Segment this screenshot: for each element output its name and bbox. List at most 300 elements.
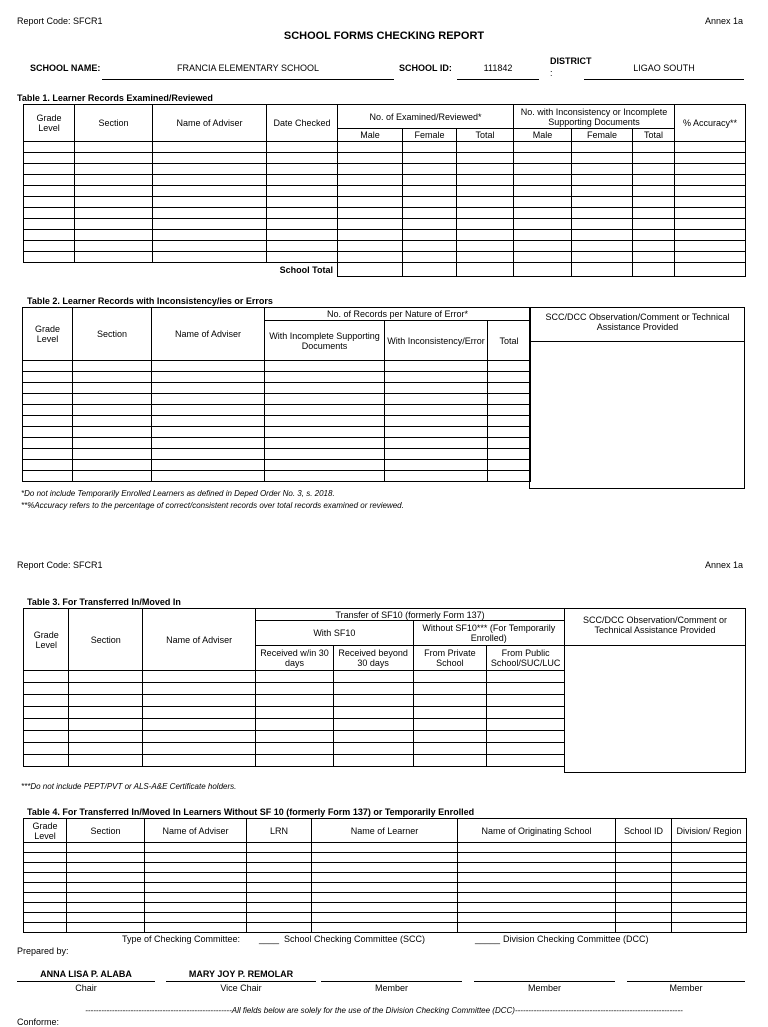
table-cell[interactable] [67, 883, 145, 893]
table-cell[interactable] [247, 863, 312, 873]
table-cell[interactable] [24, 853, 67, 863]
table-cell[interactable] [67, 853, 145, 863]
table-cell[interactable] [487, 719, 565, 731]
table-cell[interactable] [24, 153, 75, 164]
table-cell[interactable] [256, 695, 334, 707]
table-cell[interactable] [152, 427, 265, 438]
table-cell[interactable] [514, 142, 572, 153]
table-cell[interactable] [672, 843, 747, 853]
table-cell[interactable] [488, 471, 531, 482]
table-cell[interactable] [338, 241, 403, 252]
table-cell[interactable] [413, 719, 487, 731]
table-cell[interactable] [153, 186, 267, 197]
dcc-blank[interactable]: _____ [475, 934, 501, 944]
table-cell[interactable] [458, 863, 616, 873]
table-cell[interactable] [69, 719, 143, 731]
table-cell[interactable] [572, 153, 633, 164]
table-cell[interactable] [247, 873, 312, 883]
table-cell[interactable] [413, 707, 487, 719]
table-cell[interactable] [24, 843, 67, 853]
table-cell[interactable] [338, 230, 403, 241]
table-cell[interactable] [457, 153, 514, 164]
table-cell[interactable] [413, 755, 487, 767]
table-cell[interactable] [403, 186, 457, 197]
table-cell[interactable] [385, 460, 488, 471]
table-cell[interactable] [633, 241, 675, 252]
table-cell[interactable] [247, 853, 312, 863]
table-cell[interactable] [338, 263, 403, 277]
table-cell[interactable] [73, 394, 152, 405]
table-cell[interactable] [267, 175, 338, 186]
table-cell[interactable] [338, 219, 403, 230]
table-cell[interactable] [145, 853, 247, 863]
table-cell[interactable] [152, 416, 265, 427]
table-cell[interactable] [256, 755, 334, 767]
table-cell[interactable] [333, 719, 413, 731]
table-cell[interactable] [572, 164, 633, 175]
table-cell[interactable] [457, 252, 514, 263]
table-cell[interactable] [514, 164, 572, 175]
table-cell[interactable] [143, 719, 256, 731]
table-cell[interactable] [69, 683, 143, 695]
table-cell[interactable] [67, 913, 145, 923]
table-cell[interactable] [672, 893, 747, 903]
table-cell[interactable] [24, 197, 75, 208]
table-cell[interactable] [514, 219, 572, 230]
table-cell[interactable] [143, 695, 256, 707]
table-cell[interactable] [403, 252, 457, 263]
table-cell[interactable] [616, 863, 672, 873]
table-cell[interactable] [488, 394, 531, 405]
table-cell[interactable] [672, 883, 747, 893]
table-cell[interactable] [247, 903, 312, 913]
table-cell[interactable] [24, 863, 67, 873]
table-cell[interactable] [152, 438, 265, 449]
table-cell[interactable] [24, 903, 67, 913]
table-cell[interactable] [675, 230, 746, 241]
table-cell[interactable] [675, 197, 746, 208]
table-cell[interactable] [488, 405, 531, 416]
table-cell[interactable] [145, 883, 247, 893]
table-cell[interactable] [312, 903, 458, 913]
table-cell[interactable] [312, 843, 458, 853]
table-cell[interactable] [256, 707, 334, 719]
table-cell[interactable] [143, 731, 256, 743]
table-cell[interactable] [487, 695, 565, 707]
table-cell[interactable] [69, 731, 143, 743]
table-cell[interactable] [73, 460, 152, 471]
table-cell[interactable] [267, 230, 338, 241]
table-cell[interactable] [385, 383, 488, 394]
table-cell[interactable] [675, 252, 746, 263]
table-cell[interactable] [333, 755, 413, 767]
table-cell[interactable] [73, 449, 152, 460]
table-cell[interactable] [633, 208, 675, 219]
table-cell[interactable] [24, 755, 69, 767]
table-cell[interactable] [672, 873, 747, 883]
table-cell[interactable] [572, 186, 633, 197]
table-cell[interactable] [633, 263, 675, 277]
table-cell[interactable] [572, 241, 633, 252]
table-cell[interactable] [247, 843, 312, 853]
table-cell[interactable] [265, 372, 385, 383]
table-cell[interactable] [572, 230, 633, 241]
table-cell[interactable] [312, 853, 458, 863]
table-cell[interactable] [616, 893, 672, 903]
table-cell[interactable] [24, 883, 67, 893]
table-cell[interactable] [514, 175, 572, 186]
table-cell[interactable] [385, 405, 488, 416]
table-cell[interactable] [633, 153, 675, 164]
table-cell[interactable] [413, 743, 487, 755]
table-cell[interactable] [488, 372, 531, 383]
table-cell[interactable] [333, 707, 413, 719]
table-cell[interactable] [413, 695, 487, 707]
table-cell[interactable] [672, 903, 747, 913]
table-cell[interactable] [338, 153, 403, 164]
table-cell[interactable] [153, 230, 267, 241]
table-cell[interactable] [458, 873, 616, 883]
table-cell[interactable] [338, 186, 403, 197]
table-cell[interactable] [333, 683, 413, 695]
table-cell[interactable] [312, 863, 458, 873]
table-cell[interactable] [633, 186, 675, 197]
table-cell[interactable] [23, 416, 73, 427]
table-cell[interactable] [265, 471, 385, 482]
table-cell[interactable] [267, 197, 338, 208]
table-cell[interactable] [152, 372, 265, 383]
table-cell[interactable] [265, 394, 385, 405]
table-cell[interactable] [633, 252, 675, 263]
table-cell[interactable] [73, 471, 152, 482]
table-cell[interactable] [458, 883, 616, 893]
table-cell[interactable] [23, 427, 73, 438]
table-cell[interactable] [616, 853, 672, 863]
table-cell[interactable] [247, 913, 312, 923]
table-cell[interactable] [457, 230, 514, 241]
table-cell[interactable] [514, 197, 572, 208]
table-cell[interactable] [143, 743, 256, 755]
table-cell[interactable] [385, 372, 488, 383]
table-cell[interactable] [153, 164, 267, 175]
table-cell[interactable] [458, 903, 616, 913]
table-cell[interactable] [514, 263, 572, 277]
table-cell[interactable] [24, 873, 67, 883]
table-cell[interactable] [67, 843, 145, 853]
table-cell[interactable] [403, 230, 457, 241]
table-cell[interactable] [152, 361, 265, 372]
table-cell[interactable] [23, 372, 73, 383]
table-cell[interactable] [24, 683, 69, 695]
table-cell[interactable] [267, 208, 338, 219]
table-cell[interactable] [514, 208, 572, 219]
table-cell[interactable] [458, 843, 616, 853]
table-cell[interactable] [256, 743, 334, 755]
table-cell[interactable] [69, 743, 143, 755]
table-cell[interactable] [152, 449, 265, 460]
table-cell[interactable] [24, 695, 69, 707]
table-cell[interactable] [256, 719, 334, 731]
table-cell[interactable] [67, 903, 145, 913]
table-cell[interactable] [572, 197, 633, 208]
table-cell[interactable] [633, 142, 675, 153]
table-cell[interactable] [385, 471, 488, 482]
table-cell[interactable] [73, 361, 152, 372]
table-cell[interactable] [616, 883, 672, 893]
table-cell[interactable] [458, 893, 616, 903]
table-cell[interactable] [338, 197, 403, 208]
table-cell[interactable] [73, 416, 152, 427]
table-cell[interactable] [24, 719, 69, 731]
table-cell[interactable] [152, 471, 265, 482]
table-cell[interactable] [256, 683, 334, 695]
table-cell[interactable] [616, 913, 672, 923]
table-cell[interactable] [572, 142, 633, 153]
table-cell[interactable] [24, 241, 75, 252]
table-cell[interactable] [23, 394, 73, 405]
table-cell[interactable] [145, 863, 247, 873]
table-cell[interactable] [265, 416, 385, 427]
table-cell[interactable] [145, 843, 247, 853]
table-cell[interactable] [265, 427, 385, 438]
table-cell[interactable] [675, 175, 746, 186]
table-cell[interactable] [75, 219, 153, 230]
table-cell[interactable] [67, 863, 145, 873]
table-cell[interactable] [385, 438, 488, 449]
table-cell[interactable] [458, 923, 616, 933]
table-cell[interactable] [247, 923, 312, 933]
table-cell[interactable] [403, 142, 457, 153]
table-cell[interactable] [143, 671, 256, 683]
table-cell[interactable] [338, 142, 403, 153]
table-cell[interactable] [514, 241, 572, 252]
table-cell[interactable] [457, 263, 514, 277]
table-cell[interactable] [385, 449, 488, 460]
table-cell[interactable] [67, 923, 145, 933]
table-cell[interactable] [633, 230, 675, 241]
table-cell[interactable] [457, 219, 514, 230]
table-cell[interactable] [24, 671, 69, 683]
table-cell[interactable] [267, 186, 338, 197]
table-cell[interactable] [675, 186, 746, 197]
table-cell[interactable] [488, 416, 531, 427]
table-cell[interactable] [24, 707, 69, 719]
table-cell[interactable] [488, 449, 531, 460]
table-cell[interactable] [457, 208, 514, 219]
table-cell[interactable] [247, 883, 312, 893]
table-cell[interactable] [616, 923, 672, 933]
table-cell[interactable] [488, 361, 531, 372]
member2-signature-line[interactable] [474, 981, 615, 982]
table-cell[interactable] [333, 743, 413, 755]
table-cell[interactable] [67, 873, 145, 883]
table-cell[interactable] [24, 230, 75, 241]
table-cell[interactable] [616, 843, 672, 853]
member1-signature-line[interactable] [321, 981, 462, 982]
table-cell[interactable] [69, 755, 143, 767]
table-cell[interactable] [487, 743, 565, 755]
table-cell[interactable] [267, 142, 338, 153]
table-cell[interactable] [24, 913, 67, 923]
table-cell[interactable] [312, 883, 458, 893]
table-cell[interactable] [672, 923, 747, 933]
table-cell[interactable] [675, 263, 746, 277]
table-cell[interactable] [572, 252, 633, 263]
table-cell[interactable] [457, 186, 514, 197]
table-cell[interactable] [403, 208, 457, 219]
table-cell[interactable] [633, 164, 675, 175]
table-cell[interactable] [675, 219, 746, 230]
table-cell[interactable] [338, 208, 403, 219]
table-cell[interactable] [145, 913, 247, 923]
table-cell[interactable] [413, 683, 487, 695]
table-cell[interactable] [312, 893, 458, 903]
table-cell[interactable] [385, 427, 488, 438]
table-cell[interactable] [143, 683, 256, 695]
table-cell[interactable] [488, 383, 531, 394]
table-cell[interactable] [24, 893, 67, 903]
table-cell[interactable] [75, 142, 153, 153]
table-cell[interactable] [152, 405, 265, 416]
table-cell[interactable] [153, 197, 267, 208]
table-cell[interactable] [338, 175, 403, 186]
table-cell[interactable] [616, 873, 672, 883]
table-cell[interactable] [385, 361, 488, 372]
table-cell[interactable] [457, 142, 514, 153]
table-cell[interactable] [514, 153, 572, 164]
table-cell[interactable] [24, 743, 69, 755]
table-cell[interactable] [73, 438, 152, 449]
table-cell[interactable] [153, 142, 267, 153]
table-cell[interactable] [265, 460, 385, 471]
table-cell[interactable] [514, 252, 572, 263]
table-cell[interactable] [145, 893, 247, 903]
table-cell[interactable] [312, 923, 458, 933]
table-cell[interactable] [75, 241, 153, 252]
table-cell[interactable] [24, 731, 69, 743]
table-cell[interactable] [152, 460, 265, 471]
table-cell[interactable] [514, 230, 572, 241]
table-cell[interactable] [675, 164, 746, 175]
table-cell[interactable] [75, 252, 153, 263]
table-cell[interactable] [24, 142, 75, 153]
table-cell[interactable] [265, 361, 385, 372]
table-cell[interactable] [487, 707, 565, 719]
member3-signature-line[interactable] [627, 981, 745, 982]
table-cell[interactable] [675, 208, 746, 219]
table-cell[interactable] [312, 913, 458, 923]
table-cell[interactable] [572, 219, 633, 230]
table-cell[interactable] [23, 460, 73, 471]
table-cell[interactable] [23, 405, 73, 416]
table-cell[interactable] [333, 731, 413, 743]
table-cell[interactable] [403, 175, 457, 186]
table-cell[interactable] [75, 164, 153, 175]
table-cell[interactable] [143, 755, 256, 767]
table-cell[interactable] [143, 707, 256, 719]
table-cell[interactable] [69, 707, 143, 719]
table-cell[interactable] [487, 671, 565, 683]
table-cell[interactable] [403, 197, 457, 208]
table-cell[interactable] [153, 175, 267, 186]
table-cell[interactable] [457, 164, 514, 175]
table-cell[interactable] [265, 449, 385, 460]
table-cell[interactable] [675, 142, 746, 153]
t2-observation-box[interactable] [529, 307, 745, 489]
table-cell[interactable] [153, 153, 267, 164]
table-cell[interactable] [633, 197, 675, 208]
table-cell[interactable] [75, 197, 153, 208]
table-cell[interactable] [23, 383, 73, 394]
table-cell[interactable] [672, 913, 747, 923]
table-cell[interactable] [333, 671, 413, 683]
table-cell[interactable] [265, 383, 385, 394]
table-cell[interactable] [265, 438, 385, 449]
table-cell[interactable] [457, 175, 514, 186]
table-cell[interactable] [413, 731, 487, 743]
table-cell[interactable] [24, 219, 75, 230]
table-cell[interactable] [75, 208, 153, 219]
table-cell[interactable] [24, 252, 75, 263]
table-cell[interactable] [152, 394, 265, 405]
table-cell[interactable] [256, 671, 334, 683]
table-cell[interactable] [23, 449, 73, 460]
table-cell[interactable] [69, 671, 143, 683]
table-cell[interactable] [153, 252, 267, 263]
table-cell[interactable] [672, 853, 747, 863]
table-cell[interactable] [24, 164, 75, 175]
table-cell[interactable] [672, 863, 747, 873]
table-cell[interactable] [403, 153, 457, 164]
table-cell[interactable] [403, 263, 457, 277]
table-cell[interactable] [67, 893, 145, 903]
table-cell[interactable] [458, 853, 616, 863]
table-cell[interactable] [267, 252, 338, 263]
scc-blank[interactable]: ____ [259, 934, 280, 944]
table-cell[interactable] [403, 219, 457, 230]
table-cell[interactable] [73, 427, 152, 438]
table-cell[interactable] [514, 186, 572, 197]
table-cell[interactable] [488, 438, 531, 449]
table-cell[interactable] [572, 263, 633, 277]
table-cell[interactable] [153, 219, 267, 230]
table-cell[interactable] [75, 153, 153, 164]
table-cell[interactable] [24, 186, 75, 197]
table-cell[interactable] [403, 164, 457, 175]
table-cell[interactable] [247, 893, 312, 903]
table-cell[interactable] [675, 153, 746, 164]
table-cell[interactable] [487, 683, 565, 695]
table-cell[interactable] [265, 405, 385, 416]
table-cell[interactable] [572, 208, 633, 219]
table-cell[interactable] [338, 252, 403, 263]
table-cell[interactable] [153, 241, 267, 252]
table-cell[interactable] [487, 731, 565, 743]
table-cell[interactable] [633, 219, 675, 230]
table-cell[interactable] [75, 230, 153, 241]
table-cell[interactable] [256, 731, 334, 743]
table-cell[interactable] [73, 405, 152, 416]
table-cell[interactable] [457, 241, 514, 252]
table-cell[interactable] [73, 383, 152, 394]
table-cell[interactable] [333, 695, 413, 707]
table-cell[interactable] [23, 471, 73, 482]
table-cell[interactable] [152, 383, 265, 394]
table-cell[interactable] [267, 164, 338, 175]
table-cell[interactable] [267, 219, 338, 230]
table-cell[interactable] [23, 361, 73, 372]
table-cell[interactable] [385, 416, 488, 427]
